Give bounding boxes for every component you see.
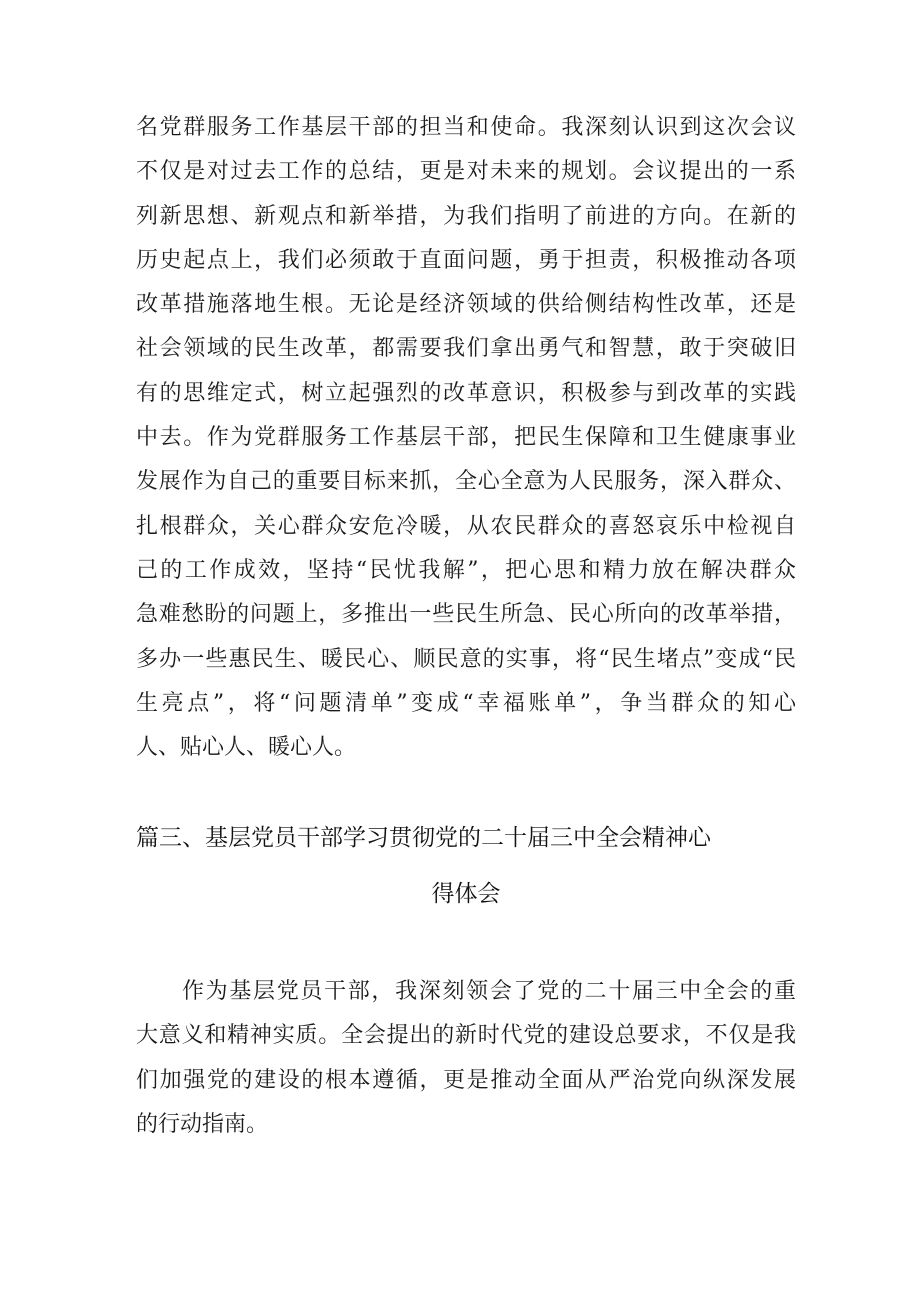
paragraph-1-line-4: 历史起点上，我们必须敢于直面问题，勇于担责，积极推动各项 <box>136 247 796 273</box>
paragraph-2-line-1: 作为基层党员干部，我深刻领会了党的二十届三中全会的重 <box>182 979 796 1004</box>
paragraph-2-line-4: 的行动指南。 <box>136 1111 269 1137</box>
paragraph-1 <box>136 106 796 770</box>
paragraph-2 <box>136 970 796 1147</box>
paragraph-2-line-2: 大意义和精神实质。全会提出的新时代党的建设总要求，不仅是我 <box>136 1023 796 1049</box>
section-heading-line-1: 篇三、基层党员干部学习贯彻党的二十届三中全会精神心 <box>136 825 711 851</box>
section-heading-line-2: 得体会 <box>431 881 501 907</box>
paragraph-1-line-7: 有的思维定式，树立起强烈的改革意识，积极参与到改革的实践 <box>136 380 796 406</box>
paragraph-1-line-12: 急难愁盼的问题上，多推出一些民生所急、民心所向的改革举措， <box>136 602 796 628</box>
paragraph-1-line-1: 名党群服务工作基层干部的担当和使命。我深刻认识到这次会议 <box>136 115 796 140</box>
paragraph-1-line-15: 人、贴心人、暖心人。 <box>136 735 357 761</box>
paragraph-1-line-14: 生亮点”，将“问题清单”变成“幸福账单”，争当群众的知心 <box>136 690 796 716</box>
paragraph-1-line-13: 多办一些惠民生、暖民心、顺民意的实事，将“民生堵点”变成“民 <box>136 646 796 672</box>
paragraph-1-line-8: 中去。作为党群服务工作基层干部，把民生保障和卫生健康事业 <box>136 425 796 451</box>
paragraph-1-line-6: 社会领域的民生改革，都需要我们拿出勇气和智慧，敢于突破旧 <box>136 336 796 362</box>
paragraph-1-line-3: 列新思想、新观点和新举措，为我们指明了前进的方向。在新的 <box>136 203 796 229</box>
paragraph-1-line-10: 扎根群众，关心群众安危冷暖，从农民群众的喜怒哀乐中检视自 <box>136 513 796 539</box>
paragraph-2-line-3: 们加强党的建设的根本遵循，更是推动全面从严治党向纵深发展 <box>136 1067 796 1093</box>
paragraph-1-line-9: 发展作为自己的重要目标来抓，全心全意为人民服务，深入群众、 <box>136 469 796 495</box>
paragraph-1-line-11: 己的工作成效，坚持“民忧我解”，把心思和精力放在解决群众 <box>136 557 796 583</box>
paragraph-1-line-2: 不仅是对过去工作的总结，更是对未来的规划。会议提出的一系 <box>136 159 796 185</box>
paragraph-1-line-5: 改革措施落地生根。无论是经济领域的供给侧结构性改革，还是 <box>136 292 796 318</box>
